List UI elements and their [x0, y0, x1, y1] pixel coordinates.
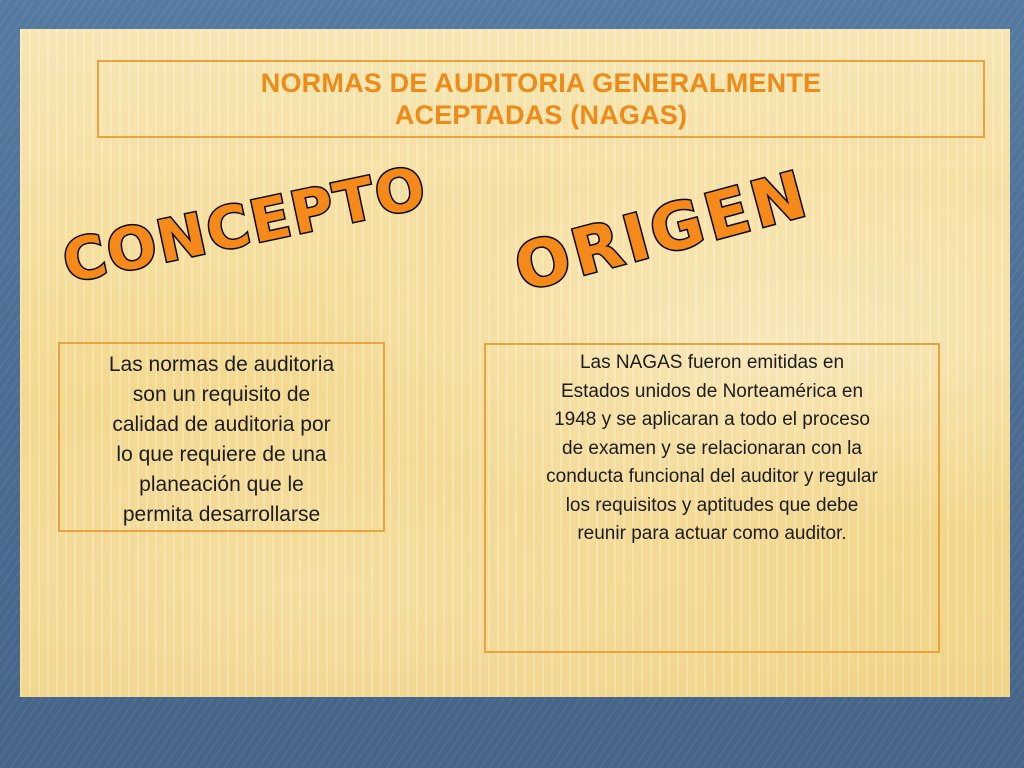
wordart-concepto: CONCEPTO — [56, 152, 433, 297]
concepto-line: Las normas de auditoria — [108, 353, 335, 376]
origen-line: de examen y se relacionaran con la — [562, 437, 862, 459]
origen-line: Estados unidos de Norteamérica en — [560, 380, 864, 402]
concepto-text-box — [58, 342, 385, 532]
slide-title-line-1: NORMAS DE AUDITORIA GENERALMENTE — [260, 68, 822, 98]
concepto-line: lo que requiere de una — [116, 443, 327, 466]
slide — [20, 29, 1010, 697]
concepto-line: planeación que le — [139, 473, 304, 496]
origen-line: conducta funcional del auditor y regular — [546, 466, 878, 487]
origen-line: 1948 y se aplicaran a todo el proceso — [554, 409, 870, 430]
origen-line: los requisitos y aptitudes que debe — [565, 494, 859, 516]
wordart-origen: ORIGEN — [507, 157, 818, 307]
origen-line: Las NAGAS fueron emitidas en — [579, 352, 845, 373]
title-box — [97, 60, 985, 138]
origen-line: reunir para actuar como auditor. — [577, 523, 847, 544]
origen-text-box — [484, 343, 940, 653]
concepto-line: son un requisito de — [132, 383, 311, 406]
concepto-line: permita desarrollarse — [122, 503, 321, 526]
slide-title-line-2: ACEPTADAS (NAGAS) — [394, 100, 688, 130]
concepto-line: calidad de auditoria por — [112, 413, 331, 436]
